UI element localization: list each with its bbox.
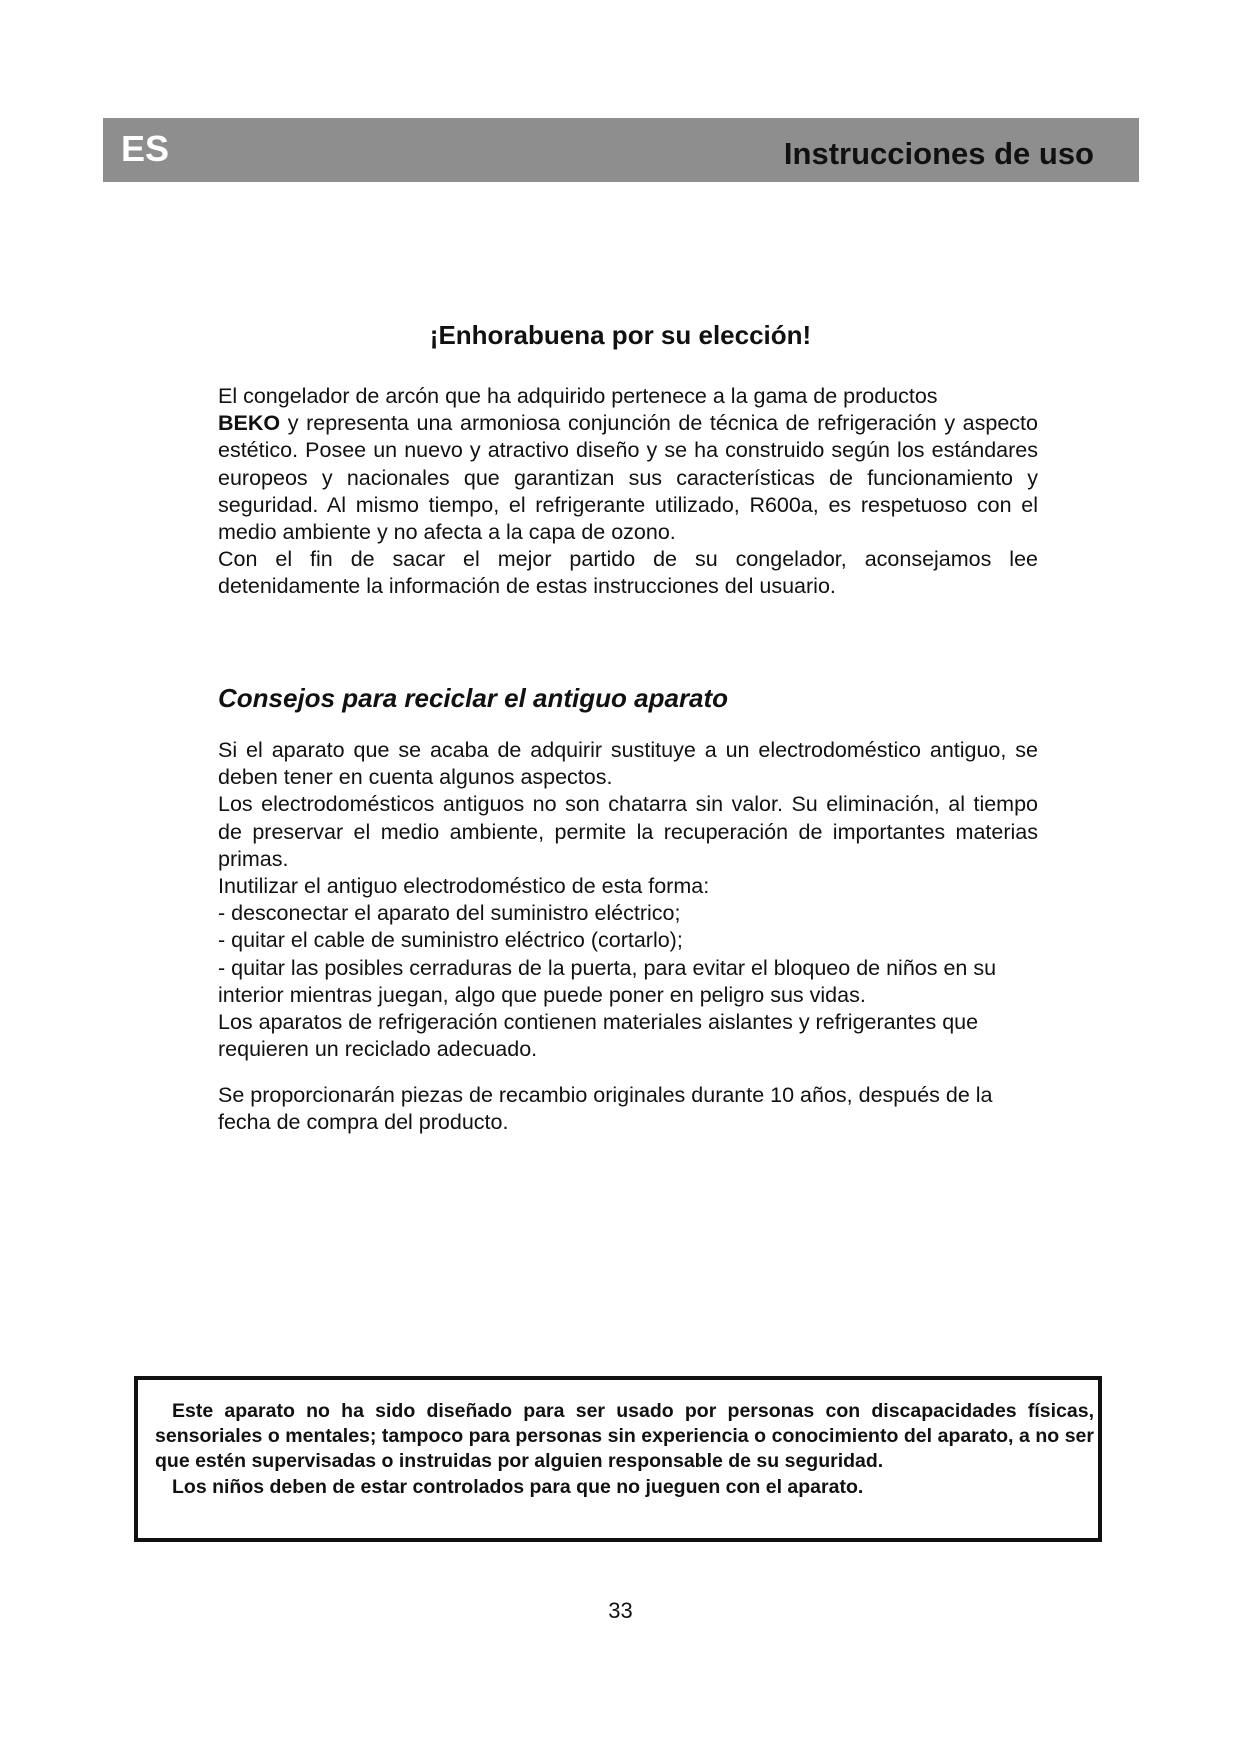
recycling-step: - quitar el cable de suministro eléctrico (cortarlo);: [218, 928, 683, 953]
spare-parts-note: Se proporcionarán piezas de recambio originales durante 10 años, después de la fecha de compra del producto.: [218, 1083, 993, 1135]
page-number: 33: [608, 1598, 633, 1623]
recycling-paragraph-1: Si el aparato que se acaba de adquirir sustituye a un electrodoméstico antiguo, se deben tener en cuenta algunos aspectos.: [218, 738, 1038, 790]
recycling-section: [218, 737, 1038, 1063]
recycling-section-title: Consejos para reciclar el antiguo aparato: [218, 683, 729, 713]
recycling-paragraph-4: Los aparatos de refrigeración contienen materiales aislantes y refrigerantes que requieren un reciclado adecuado.: [218, 1010, 979, 1062]
intro-advice: Con el fin de sacar el mejor partido de su congelador, aconsejamos lee detenidamente la información de estas instrucciones del usuario.: [218, 547, 1038, 599]
recycling-paragraph-2: Los electrodomésticos antiguos no son chatarra sin valor. Su eliminación, al tiempo de preservar el medio ambiente, permite la recuperación de importantes materias primas.: [218, 792, 1038, 871]
warning-children-text: Los niños deben de estar controlados para que no jueguen con el aparato.: [172, 1475, 864, 1498]
safety-warning-box: [134, 1376, 1102, 1542]
intro-paragraph: [218, 383, 1038, 546]
warning-text: Este aparato no ha sido diseñado para ser usado por personas con discapacidades físicas, sensoriales o mentales; tampoco para personas sin experiencia o conocimiento del aparato, a no ser que estén supervisadas o instruidas por alguien responsable de su seguridad.: [155, 1400, 1094, 1473]
document-title: Instrucciones de uso: [783, 136, 1094, 171]
intro-text-2: y representa una armoniosa conjunción de técnica de refrigeración y aspecto estético. Posee un nuevo y atractivo diseño y se ha construido según los estándares europeos y nacionales que garantizan sus características de funcionamiento y seguridad. Al mismo tiempo, el refrigerante utilizado, R600a, es respetuoso con el medio ambiente y no afecta a la capa de ozono.: [218, 411, 1038, 545]
recycling-paragraph-3: Inutilizar el antiguo electrodoméstico de esta forma:: [218, 874, 710, 899]
brand-name: BEKO: [218, 411, 281, 436]
language-code: ES: [121, 128, 170, 169]
intro-section: [218, 383, 1038, 601]
intro-text-1: El congelador de arcón que ha adquirido pertenece a la gama de productos: [218, 384, 938, 408]
congratulations-heading: ¡Enhorabuena por su elección!: [429, 320, 812, 350]
recycling-step: - desconectar el aparato del suministro eléctrico;: [218, 901, 681, 926]
header-bar: [103, 118, 1139, 182]
recycling-step: - quitar las posibles cerraduras de la puerta, para evitar el bloqueo de niños en su interior mientras juegan, algo que puede poner en peligro sus vidas.: [218, 955, 997, 1007]
